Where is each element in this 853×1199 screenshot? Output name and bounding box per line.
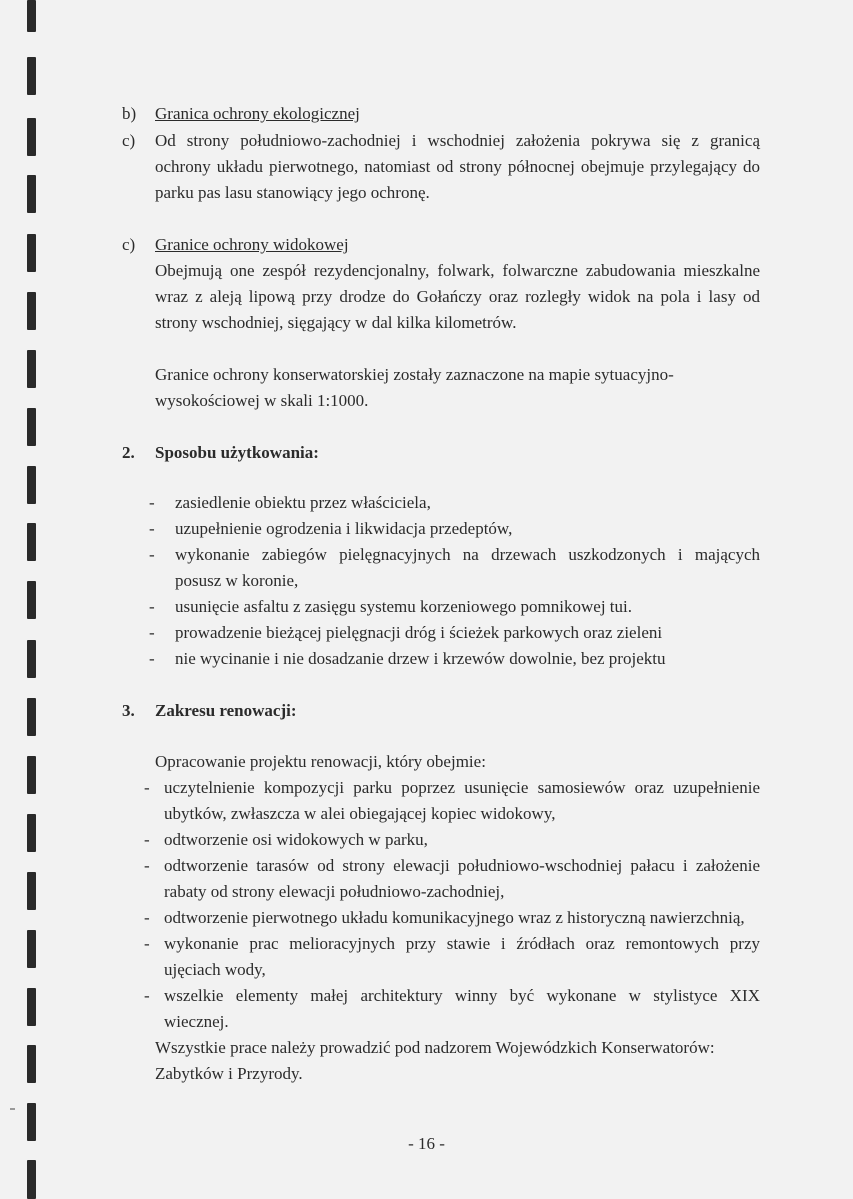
section-c2-note-line: Granice ochrony konserwatorskiej zostały zaznaczone na mapie sytuacyjno- [155,365,674,384]
list-item-line: posusz w koronie, [175,571,299,590]
list-item-line: ujęciach wody, [164,960,266,979]
binding-hole [27,292,36,330]
binding-hole [27,118,36,156]
list-item-line: odtworzenie pierwotnego układu komunikacyjnego wraz z historyczną nawierzchnią, [164,908,745,927]
binding-hole [27,466,36,504]
list-item-line: uzupełnienie ogrodzenia i likwidacja przedeptów, [175,519,513,538]
section-2-heading: Sposobu użytkowania: [155,443,319,462]
section-3-intro: Opracowanie projektu renowacji, który obejmie: [155,752,486,771]
list-item-dash: - [149,649,155,668]
binding-hole [27,930,36,968]
section-c2-line: Obejmują one zespół rezydencjonalny, folwark, folwarczne zabudowania mieszkalne [155,261,760,280]
list-item-line: wiecznej. [164,1012,229,1031]
scan-speck [10,1108,15,1110]
section-c2-heading: Granice ochrony widokowej [155,235,349,254]
binding-hole [27,1045,36,1083]
list-item-dash: - [149,597,155,616]
list-item-dash: - [144,986,150,1005]
list-item-dash: - [144,908,150,927]
list-item-dash: - [149,545,155,564]
binding-hole [27,350,36,388]
list-item-dash: - [144,778,150,797]
list-item-line: uczytelnienie kompozycji parku poprzez usunięcie samosiewów oraz uzupełnienie [164,778,760,797]
binding-hole [27,57,36,95]
binding-hole [27,756,36,794]
list-item-dash: - [149,519,155,538]
list-item-dash: - [149,623,155,642]
binding-hole [27,523,36,561]
list-item-line: odtworzenie tarasów od strony elewacji południowo-wschodniej pałacu i założenie [164,856,760,875]
list-item-line: zasiedlenie obiektu przez właściciela, [175,493,431,512]
binding-hole [27,698,36,736]
list-item-dash: - [149,493,155,512]
section-c2-line: wraz z aleją lipową przy drodze do Gołańczy oraz rozległy widok na pola i lasy od [155,287,760,306]
list-item-line: wszelkie elementy małej architektury winny być wykonane w stylistyce XIX [164,986,760,1005]
binding-hole [27,175,36,213]
section-c2-marker: c) [122,235,136,254]
binding-hole [27,234,36,272]
binding-hole [27,872,36,910]
section-c2-note-line: wysokościowej w skali 1:1000. [155,391,369,410]
binding-hole [27,0,36,32]
list-item-line: prowadzenie bieżącej pielęgnacji dróg i ścieżek parkowych oraz zieleni [175,623,663,642]
section-c2-line: strony wschodniej, sięgający w dal kilka kilometrów. [155,313,517,332]
section-3-closing-line: Zabytków i Przyrody. [155,1064,303,1083]
page-number: - 16 - [408,1134,445,1153]
binding-hole [27,1160,36,1199]
binding-hole [27,640,36,678]
list-item-line: wykonanie zabiegów pielęgnacyjnych na drzewach uszkodzonych i mających [175,545,760,564]
binding-strip [27,0,37,1199]
section-3-heading: Zakresu renowacji: [155,701,297,720]
list-item-line: rabaty od strony elewacji południowo-zachodniej, [164,882,505,901]
section-b-heading: Granica ochrony ekologicznej [155,104,360,123]
section-3-number: 3. [122,701,135,720]
section-c1-line: parku pas lasu stanowiący jego ochronę. [155,183,430,202]
list-item-dash: - [144,856,150,875]
binding-hole [27,581,36,619]
list-item-dash: - [144,830,150,849]
section-b-marker: b) [122,104,137,123]
binding-hole [27,814,36,852]
list-item-line: ubytków, zwłaszcza w alei obiegającej kopiec widokowy, [164,804,556,823]
section-2-number: 2. [122,443,135,462]
section-3-closing-line: Wszystkie prace należy prowadzić pod nadzorem Wojewódzkich Konserwatorów: [155,1038,715,1057]
binding-hole [27,988,36,1026]
binding-hole [27,408,36,446]
section-c1-line: Od strony południowo-zachodniej i wschodniej założenia pokrywa się z granicą [155,131,760,150]
section-c1-marker: c) [122,131,136,150]
list-item-line: wykonanie prac melioracyjnych przy stawie i źródłach oraz remontowych przy [164,934,760,953]
list-item-line: nie wycinanie i nie dosadzanie drzew i krzewów dowolnie, bez projektu [175,649,666,668]
section-c1-line: ochrony układu pierwotnego, natomiast od strony północnej obejmuje przylegający do [155,157,760,176]
list-item-dash: - [144,934,150,953]
list-item-line: odtworzenie osi widokowych w parku, [164,830,428,849]
list-item-line: usunięcie asfaltu z zasięgu systemu korzeniowego pomnikowej tui. [175,597,632,616]
